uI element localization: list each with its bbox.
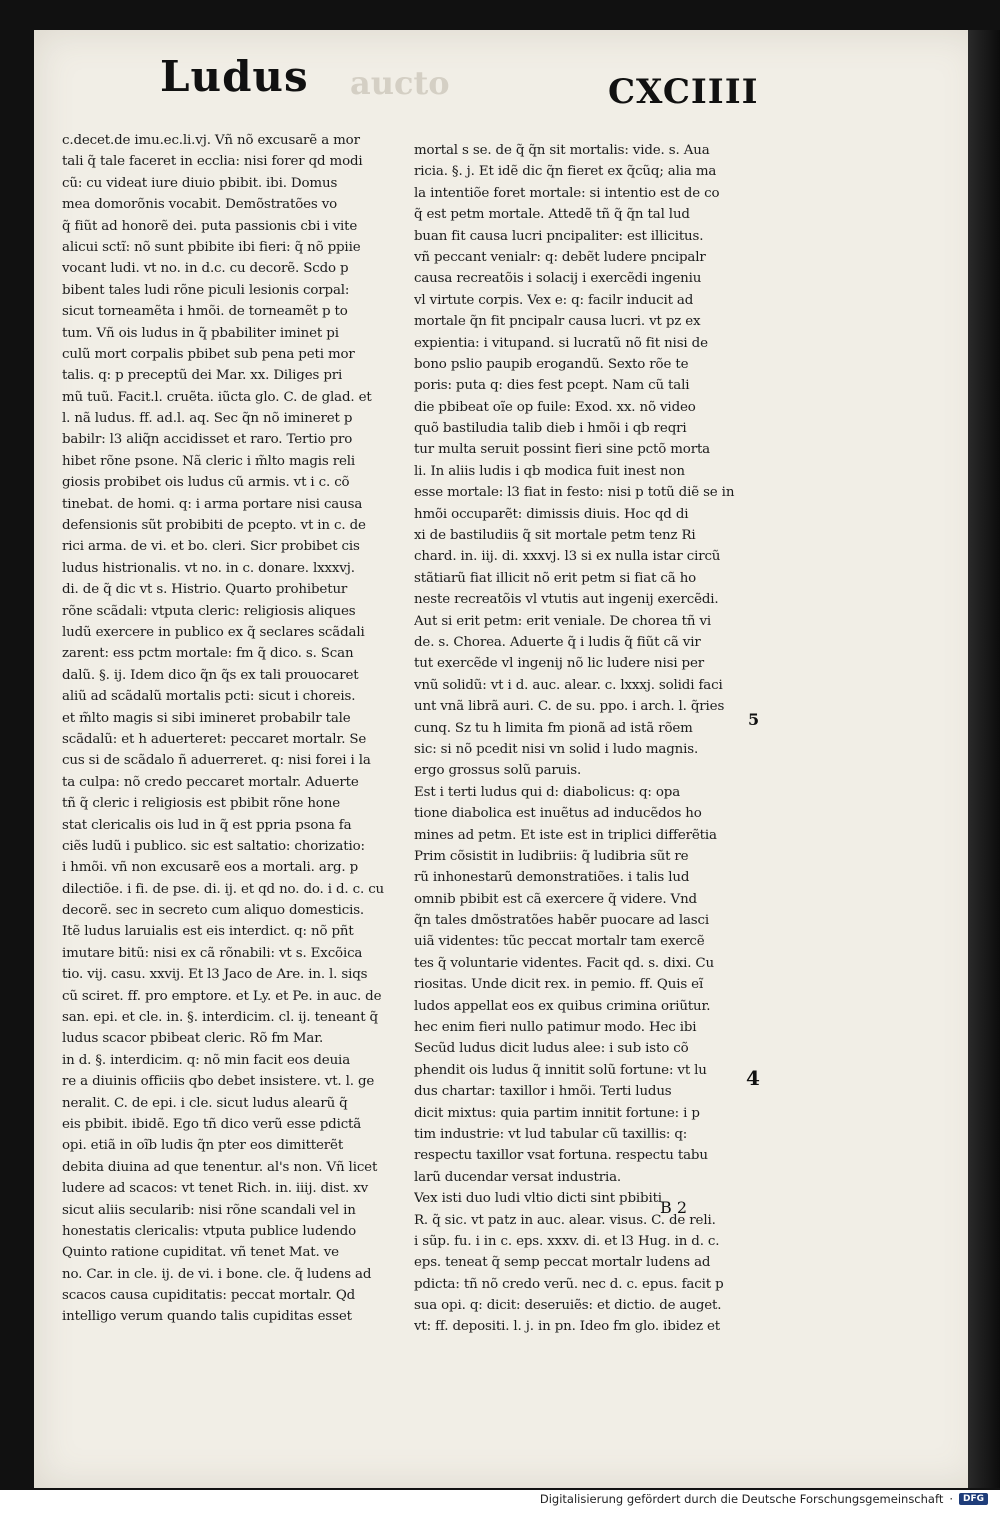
text-line-left: talis. q: p preceptũ dei Mar. xx. Diliges pri [62,368,343,384]
text-line-left: decorẽ. sec in secreto cum aliquo domesticis. [62,903,365,919]
text-line-right: causa recreatõis i solacij i exercẽdi ingeniu [414,271,702,287]
text-line-left: alicui sctĩ: nõ sunt pbibite ibi fieri: q̃ nõ ppiie [62,239,361,255]
credit-separator: · [949,1492,953,1506]
text-line-left: dilectiõe. i fi. de pse. di. ij. et qd no. do. i d. c. cu [62,881,385,897]
text-line-left: intelligo verum quando talis cupiditas esset [62,1309,352,1325]
text-line-right: Est i terti ludus qui d: diabolicus: q: opa [414,784,681,800]
text-line-right: stãtiarũ fiat illicit nõ erit petm si fiat cã ho [414,570,697,586]
text-line-left: san. epi. et cle. in. §. interdicim. cl. ij. teneant q̃ [62,1010,378,1026]
text-line-left: c.decet.de imu.ec.li.vj. Vñ nõ excusarẽ a mor [62,133,360,148]
text-line-right: Aut si erit petm: erit veniale. De chorea tñ vi [414,613,712,629]
text-line-right: tut exercẽde vl ingenij nõ lic ludere nisi per [414,656,705,672]
text-line-left: sicut torneamẽta i hmõi. de torneamẽt p to [62,304,348,320]
text-line-left: Quinto ratione cupiditat. vñ tenet Mat. ve [62,1245,339,1261]
text-line-right: la intentiõe foret mortale: si intentio est de co [414,185,720,201]
text-line-left: rici arma. de vi. et bo. cleri. Sicr probibet cis [62,539,360,555]
text-line-right: vt: ff. depositi. l. j. in pn. Ideo fm glo. ibidez et [414,1319,720,1335]
margin-note-4: 4 [746,1066,760,1090]
text-line-left: stat clericalis ois lud in q̃ est ppria psona fa [62,817,352,833]
text-column-left [62,130,392,1328]
text-line-right: q̃ est petm mortale. Attedẽ tñ q̃ q̃n tal lud [414,207,690,223]
text-line-left: cũ: cu videat iure diuio pbibit. ibi. Domus [62,175,338,191]
text-line-left: honestatis clericalis: vtputa publice ludendo [62,1223,357,1239]
text-line-right: chard. in. iij. di. xxxvj. l3 si ex nulla istar circũ [414,549,721,565]
text-line-left: i hmõi. vñ non excusarẽ eos a mortali. arg. p [62,860,359,876]
text-line-left: hibet rõne psone. Nã cleric i m̃lto magis reli [62,453,356,469]
text-line-right: quõ bastiludia talib dieb i hmõi i qb reqri [414,421,687,437]
dfg-logo: DFG [959,1493,988,1505]
text-line-right: cunq. Sz tu h limita fm pionã ad istã rõem [414,720,693,736]
text-line-right: Prim cõsistit in ludibriis: q̃ ludibria sũt re [414,848,689,864]
text-line-left: cus si de scãdalo ñ aduerreret. q: nisi forei i la [62,753,371,769]
text-line-left: tio. vij. casu. xxvij. Et l3 Jaco de Are. in. l. siqs [62,967,368,983]
text-line-left: sicut aliis secularib: nisi rõne scandali vel in [62,1202,356,1218]
text-line-right: bono pslio paupib erogandũ. Sexto rõe te [414,356,689,372]
text-line-right: omnib pbibit est cã exercere q̃ videre. Vnd [414,891,697,907]
text-line-right: phendit ois ludus q̃ innitit solũ fortune: vt lu [414,1062,707,1078]
text-line-right: sic: si nõ pcedit nisi vn solid i ludo magnis. [414,741,699,757]
text-line-left: q̃ fiũt ad honorẽ dei. puta passionis cbi i vite [62,218,358,234]
text-line-right: mortal s se. de q̃ q̃n sit mortalis: vide. s. Aua [414,143,710,158]
text-line-right: dus chartar: taxillor i hmõi. Terti ludus [414,1084,672,1100]
text-line-left: mũ tuũ. Facit.l. cruẽta. iũcta glo. C. de glad. et [62,389,372,405]
text-line-left: culũ mort corpalis pbibet sub pena peti mor [62,346,355,362]
text-line-right: tur multa seruit possint fieri sine pctõ morta [414,442,711,458]
text-line-left: cũ sciret. ff. pro emptore. et Ly. et Pe. in auc. de [62,988,382,1004]
text-line-right: riositas. Unde dicit rex. in pemio. ff. Quis eĩ [414,977,704,993]
text-line-right: hmõi occuparẽt: dimissis diuis. Hoc qd di [414,506,689,522]
text-line-left: Itẽ ludus laruialis est eis interdict. q: nõ pñt [62,924,354,940]
text-line-left: defensionis sũt probibiti de pcepto. vt in c. de [62,518,366,534]
text-line-left: bibent tales ludi rõne piculi lesionis corpal: [62,282,350,298]
signature-mark: B 2 [660,1198,688,1217]
text-line-right: Secũd ludus dicit ludus alee: i sub isto cõ [414,1041,689,1057]
text-line-left: tali q̃ tale faceret in ecclia: nisi forer qd modi [62,154,363,170]
text-line-left: debita diuina ad que tenentur. al's non. Vñ licet [62,1159,378,1175]
text-line-right: ergo grossus solũ paruis. [414,763,582,779]
text-line-left: tinebat. de homi. q: i arma portare nisi causa [62,496,363,512]
text-line-right: q̃n tales dmõstratões habẽr puocare ad lasci [414,913,709,929]
text-line-right: neste recreatõis vl vtutis aut ingenij exercẽdi. [414,592,719,608]
text-line-right: i sũp. fu. i in c. eps. xxxv. di. et l3 Hug. in d. c. [414,1233,720,1249]
text-line-left: tum. Vñ ois ludus in q̃ pbabiliter iminet pi [62,325,339,341]
text-line-left: mea domorõnis vocabit. Demõstratões vo [62,197,338,213]
text-line-right: ludos appellat eos ex quibus crimina oriũtur. [414,998,711,1014]
text-line-left: tñ q̃ cleric i religiosis est pbibit rõne hone [62,796,340,812]
text-line-right: esse mortale: l3 fiat in festo: nisi p totũ diẽ se in [414,485,735,501]
text-line-right: tim industrie: vt lud tabular cũ taxillis: q: [414,1126,688,1142]
text-line-left: in d. §. interdicim. q: nõ min facit eos deuia [62,1052,351,1068]
text-line-left: eis pbibit. ibidẽ. Ego tñ dico verũ esse pdictã [62,1116,362,1132]
text-line-right: expientia: i vitupand. si lucratũ nõ fit nisi de [414,335,708,351]
text-line-right: uiã videntes: tũc peccat mortalr tam exercẽ [414,934,705,950]
text-line-right: respectu taxillor vsat fortuna. respectu tabu [414,1148,708,1164]
text-line-left: imutare bitũ: nisi ex cã rõnabili: vt s. Excõica [62,945,363,961]
text-line-left: ludus histrionalis. vt no. in c. donare. lxxxvj. [62,560,355,576]
text-line-right: unt vnã librã auri. C. de su. ppo. i arch. l. q̃ries [414,699,725,715]
text-line-left: scacos causa cupiditatis: peccat mortalr. Qd [62,1288,356,1304]
text-line-right: rũ inhonestarũ demonstratiões. i talis lud [414,870,690,886]
text-line-right: dicit mixtus: quia partim innitit fortune: i p [414,1105,700,1121]
text-line-right: vñ peccant venialr: q: debẽt ludere pncipalr [414,249,706,265]
text-line-right: mines ad petm. Et iste est in triplici differẽtia [414,827,717,843]
text-line-left: giosis probibet ois ludus cũ armis. vt i c. cõ [62,475,350,491]
text-line-right: R. q̃ sic. vt patz in auc. alear. visus. C. de reli. [414,1212,716,1228]
text-line-right: li. In aliis ludis i qb modica fuit inest non [414,463,685,479]
text-line-left: dalũ. §. ij. Idem dico q̃n q̃s ex tali prouocaret [62,667,359,683]
page-edge-shadow [968,30,1000,1488]
text-line-left: l. nã ludus. ff. ad.l. aq. Sec q̃n nõ imineret p [62,411,353,427]
text-line-left: ludere ad scacos: vt tenet Rich. in. iiij. dist. xv [62,1181,369,1197]
text-line-right: sua opi. q: dicit: deseruiẽs: et dictio. de auget. [414,1298,722,1314]
text-line-left: zarent: ess pctm mortale: fm q̃ dico. s. Scan [62,646,354,662]
text-line-right: hec enim fieri nullo patimur modo. Hec ibi [414,1020,697,1036]
text-line-right: buan fit causa lucri pncipaliter: est illicitus. [414,228,704,244]
text-line-right: pdicta: tñ nõ credo verũ. nec d. c. epus. facit p [414,1276,724,1292]
text-line-left: scãdalũ: et h aduerteret: peccaret mortalr. Se [62,731,367,747]
margin-note-5: 5 [748,710,760,729]
text-line-right: vnũ solidũ: vt i d. auc. alear. c. lxxxj. solidi faci [414,677,723,693]
text-line-right: mortale q̃n fit pncipalr causa lucri. vt pz ex [414,314,701,330]
text-line-left: rõne scãdali: vtputa cleric: religiosis aliques [62,603,356,619]
text-column-right [414,140,744,1338]
text-line-left: vocant ludi. vt no. in d.c. cu decorẽ. Scdo p [62,261,349,277]
text-line-left: ludũ exercere in publico ex q̃ seclares scãdali [62,624,365,640]
text-line-left: re a diuinis officiis qbo debet insistere. vt. l. ge [62,1074,375,1090]
text-line-right: poris: puta q: dies fest pcept. Nam cũ tali [414,378,690,394]
text-line-left: di. de q̃ dic vt s. Histrio. Quarto prohibetur [62,582,348,598]
text-line-left: et m̃lto magis si sibi imineret probabilr tale [62,710,351,726]
text-line-right: tes q̃ voluntarie videntes. Facit qd. s. dixi. Cu [414,955,715,971]
text-line-right: vl virtute corpis. Vex e: q: facilr inducit ad [414,292,694,308]
text-line-right: xi de bastiludiis q̃ sit mortale petm tenz Ri [414,528,696,544]
text-line-right: die pbibeat oĩe op fuile: Exod. xx. nõ video [414,399,696,415]
text-line-right: ricia. §. j. Et idẽ dic q̃n fieret ex q̃cũq; alia ma [414,164,717,180]
text-line-left: aliũ ad scãdalũ mortalis pcti: sicut i choreis. [62,689,356,705]
faded-show-through: aucto [350,64,450,102]
folio-number: CXCIIII [608,72,759,112]
text-line-left: neralit. C. de epi. i cle. sicut ludus alearũ q̃ [62,1095,348,1111]
text-line-left: no. Car. in cle. ij. de vi. i bone. cle. q̃ ludens ad [62,1266,372,1282]
text-line-right: Vex isti duo ludi vltio dicti sint pbibiti [414,1191,662,1207]
text-line-left: opi. etiã in oĩb ludis q̃n pter eos dimitterẽt [62,1138,344,1154]
text-line-right: eps. teneat q̃ semp peccat mortalr ludens ad [414,1255,711,1271]
text-line-right: larũ ducendar versat industria. [414,1169,622,1185]
running-title: Ludus [160,52,309,101]
credit-text: Digitalisierung gefördert durch die Deutsche Forschungsgemeinschaft [539,1492,944,1506]
text-line-right: tione diabolica est inuẽtus ad inducẽdos ho [414,806,702,822]
text-line-left: ta culpa: nõ credo peccaret mortalr. Aduerte [62,774,359,790]
text-line-left: babilr: l3 aliq̃n accidisset et raro. Tertio pro [62,432,353,448]
text-line-left: ludus scacor pbibeat cleric. Rõ fm Mar. [62,1031,324,1047]
digitization-credit [540,1492,988,1506]
text-line-right: de. s. Chorea. Aduerte q̃ i ludis q̃ fiũt cã vir [414,634,701,650]
text-line-left: ciẽs ludũ i publico. sic est saltatio: chorizatio: [62,838,365,854]
